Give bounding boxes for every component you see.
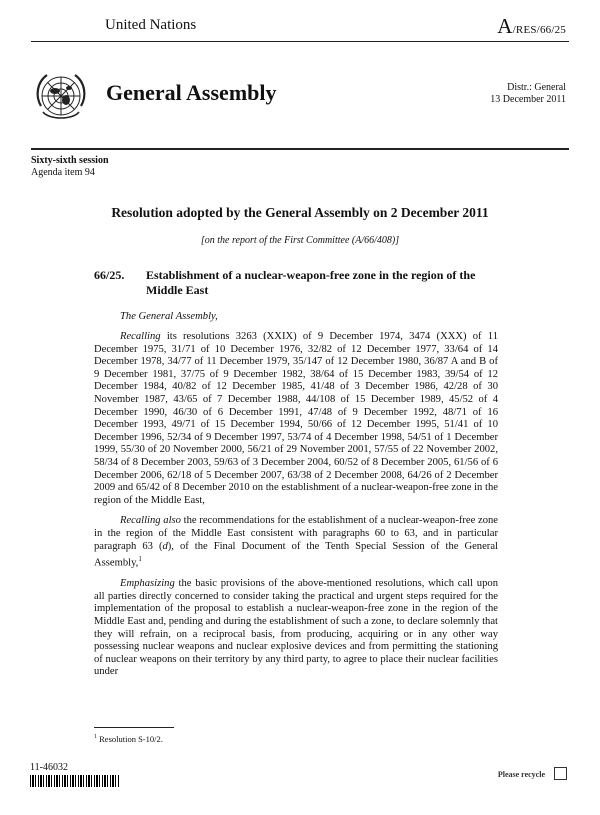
resolution-title: Resolution adopted by the General Assembly on 2 December 2011	[111, 205, 489, 220]
report-note: [on the report of the First Committee (A/66/408)]	[200, 235, 400, 246]
paragraph-emphasizing	[94, 578, 498, 679]
session-name: Sixty-sixth session	[31, 155, 109, 166]
footnote	[94, 734, 163, 744]
general-assembly-title: General Assembly	[106, 80, 277, 105]
footnote-ref: 1	[138, 555, 142, 564]
agenda-item: Agenda item 94	[31, 167, 95, 178]
preamble-opening	[94, 311, 498, 332]
barcode	[30, 775, 120, 787]
recycle-icon	[554, 767, 567, 780]
title-rule	[31, 148, 569, 150]
paragraph-text: the recommendations for the establishment of a nuclear-weapon-free zone in the region of the Middle East consistent with paragraphs 60 to 63, and in particular paragraph 63 (	[94, 515, 499, 552]
lead-word: Recalling also	[120, 515, 181, 527]
preamble-body	[94, 331, 498, 687]
symbol-prefix: A	[497, 14, 513, 38]
distribution-label: Distr.: General	[507, 82, 566, 93]
paragraph-text: the basic provisions of the above-mentioned resolutions, which call upon all parties directly concerned to consider taking the practical and urgent steps required for the implementation of the proposal to establish a nuclear-weapon-free zone in the region of the Middle East and, pending and during the establishment of such a zone, to declare solemnly that they will refrain, on a reciprocal basis, from producing, acquiring or in any other way possessing nuclear weapons and nuclear explosive devices and from permitting the stationing of nuclear weapons on their territory by any third party, to agree to place their nuclear facilities under	[94, 578, 498, 678]
document-date: 13 December 2011	[490, 94, 566, 105]
paragraph-text: ), of the Final Document of the Tenth Special Session of the General Assembly,	[94, 540, 498, 569]
session-info	[31, 155, 109, 179]
document-number: 11-46032	[30, 762, 68, 773]
footnote-text: Resolution S-10/2.	[97, 734, 163, 744]
paragraph-recalling-also	[94, 515, 498, 570]
paragraph-italic: d	[162, 540, 168, 552]
un-emblem-icon	[31, 66, 91, 126]
footnote-rule	[94, 727, 174, 728]
distribution-info	[490, 82, 566, 106]
opening-line: The General Assembly,	[120, 311, 218, 322]
recycle-label: Please recycle	[497, 770, 545, 779]
organization-name: United Nations	[105, 17, 197, 33]
resolution-subject: Establishment of a nuclear-weapon-free zone in the region of the Middle East	[146, 268, 476, 297]
footnote-mark: 1	[94, 734, 97, 741]
header-rule	[31, 41, 569, 42]
paragraph-recalling	[94, 331, 498, 507]
paragraph-text: its resolutions 3263 (XXIX) of 9 December 1974, 3474 (XXX) of 11 December 1975, 31/71 of 10 December 1976, 32/82 of 12 December 1977, 33/64 of 14 December 1978, 34/77 of 11 December 1979, 35/147 of 12 December 1980, 36/87 A and B of 9 December 1981, 37/75 of 9 December 1982, 38/64 of 15 December 1983, 39/54 of 12 December 1984, 40/82 of 12 December 1985, 41/48 of 3 December 1986, 42/28 of 30 November 1987, 43/65 of 7 December 1988, 44/108 of 15 December 1989, 45/52 of 4 December 1990, 46/30 of 6 December 1991, 47/48 of 9 December 1992, 48/71 of 16 December 1993, 49/71 of 15 December 1994, 50/66 of 12 December 1995, 51/41 of 10 December 1996, 52/34 of 9 December 1997, 53/74 of 4 December 1998, 54/51 of 1 December 1999, 55/30 of 20 November 2000, 56/21 of 29 November 2001, 57/55 of 22 November 2002, 58/34 of 8 December 2003, 59/63 of 3 December 2004, 60/52 of 8 December 2005, 61/56 of 6 December 2006, 62/18 of 5 December 2007, 63/38 of 2 December 2008, 64/26 of 2 December 2009 and 65/42 of 8 December 2010 on the establishment of a nuclear-weapon-free zone in the region of the Middle East,	[94, 331, 498, 506]
document-symbol	[497, 14, 566, 39]
resolution-number: 66/25.	[94, 268, 125, 282]
lead-word: Emphasizing	[120, 578, 175, 590]
lead-word: Recalling	[120, 331, 161, 342]
symbol-rest: /RES/66/25	[512, 24, 566, 36]
